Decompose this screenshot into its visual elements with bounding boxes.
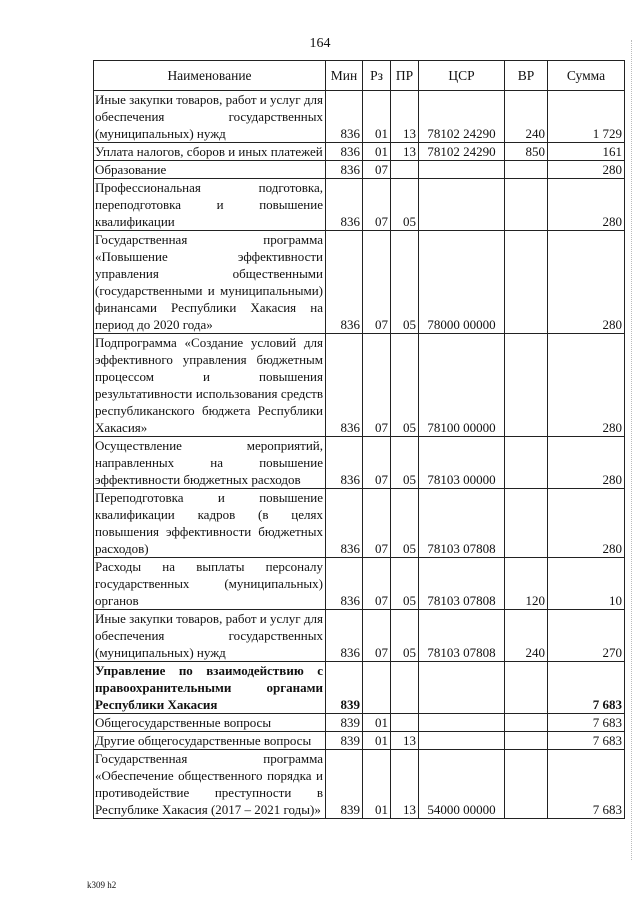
cell-min: 839 [326, 662, 363, 714]
cell-min: 836 [326, 143, 363, 161]
cell-pr [391, 714, 419, 732]
table-row [94, 143, 625, 161]
cell-pr: 13 [391, 750, 419, 819]
cell-name: Подпрограмма «Создание условий для эффективного управления бюджетным процессом и повышения результативности использования средств республиканского бюджета Республики Хакасия» [94, 334, 326, 437]
cell-vr: 240 [505, 610, 548, 662]
cell-pr: 05 [391, 489, 419, 558]
cell-csr: 54000 00000 [419, 750, 505, 819]
cell-name: Осуществление мероприятий, направленных на повышение эффективности бюджетных расходов [94, 437, 326, 489]
footer-code: k309 h2 [87, 880, 117, 890]
cell-vr [505, 231, 548, 334]
cell-sum: 280 [548, 334, 625, 437]
table-row [94, 662, 625, 714]
cell-name: Общегосударственные вопросы [94, 714, 326, 732]
cell-vr: 120 [505, 558, 548, 610]
cell-min: 836 [326, 161, 363, 179]
cell-vr [505, 179, 548, 231]
cell-name: Управление по взаимодействию с правоохранительными органами Республики Хакасия [94, 662, 326, 714]
cell-csr: 78103 07808 [419, 558, 505, 610]
cell-name: Расходы на выплаты персоналу государственных (муниципальных) органов [94, 558, 326, 610]
cell-rz: 07 [363, 334, 391, 437]
cell-min: 839 [326, 714, 363, 732]
budget-table [93, 60, 625, 819]
cell-sum: 161 [548, 143, 625, 161]
cell-csr: 78100 00000 [419, 334, 505, 437]
table-row [94, 750, 625, 819]
cell-min: 836 [326, 231, 363, 334]
cell-csr: 78102 24290 [419, 91, 505, 143]
cell-min: 836 [326, 610, 363, 662]
cell-sum: 7 683 [548, 732, 625, 750]
cell-sum: 280 [548, 231, 625, 334]
cell-sum: 280 [548, 489, 625, 558]
cell-csr: 78102 24290 [419, 143, 505, 161]
cell-csr: 78103 07808 [419, 610, 505, 662]
cell-vr [505, 662, 548, 714]
table-row [94, 179, 625, 231]
cell-csr: 78000 00000 [419, 231, 505, 334]
table-row [94, 334, 625, 437]
cell-vr [505, 437, 548, 489]
cell-name: Государственная программа «Обеспечение общественного порядка и противодействие преступности в Республике Хакасия (2017 – 2021 годы)» [94, 750, 326, 819]
cell-sum: 7 683 [548, 750, 625, 819]
cell-rz: 01 [363, 143, 391, 161]
cell-min: 836 [326, 334, 363, 437]
cell-sum: 7 683 [548, 714, 625, 732]
cell-sum: 10 [548, 558, 625, 610]
cell-vr [505, 334, 548, 437]
table-row [94, 610, 625, 662]
cell-sum: 280 [548, 179, 625, 231]
cell-sum: 1 729 [548, 91, 625, 143]
table-row [94, 732, 625, 750]
header-pr: ПР [391, 61, 419, 91]
cell-name: Государственная программа «Повышение эффективности управления общественными (государственными и муниципальными) финансами Республики Хакасия на период до 2020 года» [94, 231, 326, 334]
cell-rz: 07 [363, 489, 391, 558]
cell-csr [419, 161, 505, 179]
cell-min: 836 [326, 489, 363, 558]
cell-vr [505, 489, 548, 558]
cell-vr [505, 714, 548, 732]
cell-csr [419, 714, 505, 732]
cell-rz [363, 662, 391, 714]
cell-min: 836 [326, 179, 363, 231]
cell-sum: 280 [548, 161, 625, 179]
cell-name: Профессиональная подготовка, переподготовка и повышение квалификации [94, 179, 326, 231]
cell-csr [419, 662, 505, 714]
table-body [94, 91, 625, 819]
cell-rz: 07 [363, 558, 391, 610]
cell-pr: 13 [391, 143, 419, 161]
cell-rz: 07 [363, 610, 391, 662]
cell-name: Иные закупки товаров, работ и услуг для обеспечения государственных (муниципальных) нужд [94, 91, 326, 143]
cell-pr: 05 [391, 179, 419, 231]
cell-vr: 240 [505, 91, 548, 143]
cell-rz: 01 [363, 91, 391, 143]
table-row [94, 489, 625, 558]
cell-csr [419, 179, 505, 231]
cell-vr [505, 161, 548, 179]
cell-rz: 01 [363, 750, 391, 819]
cell-pr [391, 662, 419, 714]
margin-line [631, 40, 632, 860]
table-row [94, 437, 625, 489]
cell-pr: 05 [391, 558, 419, 610]
cell-vr [505, 750, 548, 819]
cell-min: 836 [326, 437, 363, 489]
cell-min: 839 [326, 750, 363, 819]
table-row [94, 91, 625, 143]
cell-csr [419, 732, 505, 750]
cell-min: 839 [326, 732, 363, 750]
cell-pr [391, 161, 419, 179]
cell-rz: 07 [363, 231, 391, 334]
cell-pr: 13 [391, 732, 419, 750]
cell-name: Переподготовка и повышение квалификации кадров (в целях повышения эффективности бюджетных расходов) [94, 489, 326, 558]
cell-rz: 07 [363, 161, 391, 179]
cell-name: Иные закупки товаров, работ и услуг для обеспечения государственных (муниципальных) нужд [94, 610, 326, 662]
header-row [94, 61, 625, 91]
cell-vr: 850 [505, 143, 548, 161]
header-vr: ВР [505, 61, 548, 91]
cell-rz: 07 [363, 179, 391, 231]
cell-pr: 05 [391, 231, 419, 334]
cell-csr: 78103 00000 [419, 437, 505, 489]
cell-sum: 280 [548, 437, 625, 489]
header-sum: Сумма [548, 61, 625, 91]
cell-sum: 270 [548, 610, 625, 662]
cell-pr: 05 [391, 437, 419, 489]
table-row [94, 231, 625, 334]
header-name: Наименование [94, 61, 326, 91]
cell-name: Другие общегосударственные вопросы [94, 732, 326, 750]
cell-sum: 7 683 [548, 662, 625, 714]
cell-pr: 13 [391, 91, 419, 143]
header-min: Мин [326, 61, 363, 91]
table-row [94, 558, 625, 610]
header-rz: Рз [363, 61, 391, 91]
page-number: 164 [309, 36, 331, 51]
cell-rz: 07 [363, 437, 391, 489]
header-csr: ЦСР [419, 61, 505, 91]
cell-pr: 05 [391, 334, 419, 437]
table-row [94, 161, 625, 179]
cell-pr: 05 [391, 610, 419, 662]
cell-name: Образование [94, 161, 326, 179]
cell-min: 836 [326, 91, 363, 143]
cell-rz: 01 [363, 732, 391, 750]
cell-name: Уплата налогов, сборов и иных платежей [94, 143, 326, 161]
cell-vr [505, 732, 548, 750]
cell-csr: 78103 07808 [419, 489, 505, 558]
cell-rz: 01 [363, 714, 391, 732]
cell-min: 836 [326, 558, 363, 610]
table-row [94, 714, 625, 732]
